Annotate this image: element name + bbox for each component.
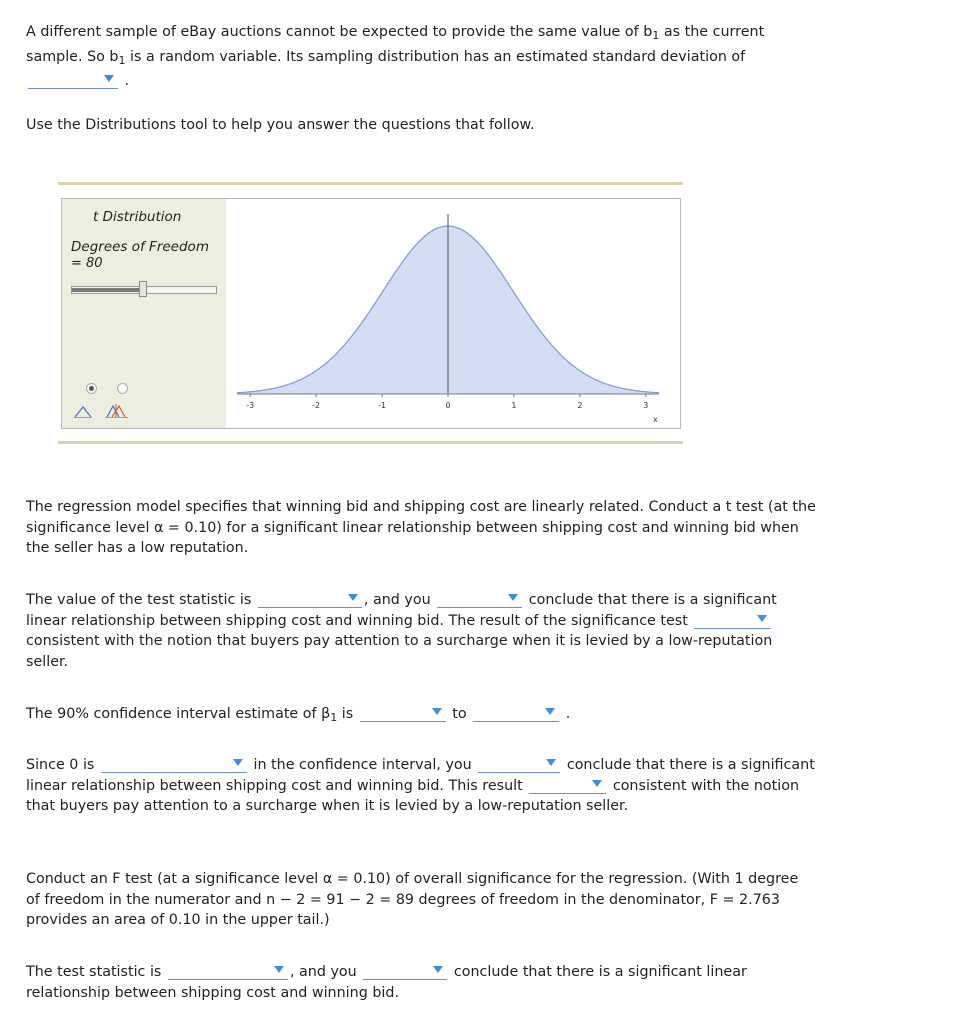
df-slider-handle[interactable] — [139, 281, 147, 297]
two-curve-radio[interactable] — [117, 383, 128, 394]
chevron-down-icon — [546, 759, 556, 766]
tool-bottom-rule — [58, 441, 683, 444]
x-tick-label: 2 — [577, 401, 583, 410]
x-axis-label: x — [653, 415, 658, 424]
df-value: = 80 — [71, 256, 103, 271]
ci-can-cannot-dropdown[interactable] — [478, 757, 560, 773]
test-statistic-dropdown[interactable] — [258, 592, 362, 608]
sampling-distribution-paragraph: A different sample of eBay auctions cannot be expected to provide the same value of $b_1$ as the current sample. So $b_1$ is a random variable. Its sampling distribution has an estimated standard deviation of . — [26, 24, 765, 90]
df-slider-fill — [72, 288, 144, 292]
ci-upper-dropdown[interactable] — [473, 706, 559, 722]
chevron-down-icon — [274, 966, 284, 973]
x-tick-label: 0 — [445, 401, 451, 410]
tool-panel — [61, 198, 681, 429]
curve-mode-icons — [73, 400, 133, 420]
f-test-instructions: Conduct an F test (at a significance level α = 0.10) of overall significance for the regression. (With 1 degree of freedom in the numerator and n − 2 = 91 − 2 = 89 degrees of freedom in the denominator, F = 2.763 provides an area of 0.10 in the upper tail.) — [26, 871, 799, 929]
chevron-down-icon — [104, 75, 114, 82]
tool-top-rule — [58, 182, 683, 185]
chevron-down-icon — [757, 615, 767, 622]
df-label: Degrees of Freedom — [71, 239, 209, 255]
single-curve-icon[interactable] — [75, 407, 91, 417]
chevron-down-icon — [348, 594, 358, 601]
distribution-title: t Distribution — [93, 209, 182, 225]
one-curve-radio[interactable] — [86, 383, 97, 394]
f-statistic-dropdown[interactable] — [168, 964, 288, 980]
f-can-cannot-dropdown[interactable] — [363, 964, 447, 980]
std-dev-dropdown[interactable] — [28, 73, 118, 89]
x-tick-label: -3 — [246, 401, 255, 410]
tool-control-panel — [62, 199, 226, 428]
chevron-down-icon — [233, 759, 243, 766]
x-tick-label: 3 — [643, 401, 649, 410]
ci-conclusion-paragraph: Since 0 is in the confidence interval, you conclude that there is a significant linear relationship between shipping cost and winning bid. This result consistent with the notion that buyers pay attention to a surcharge when it is levied by a low-reputation seller. — [26, 757, 815, 815]
chevron-down-icon — [545, 708, 555, 715]
x-tick-label: 1 — [511, 401, 517, 410]
x-axis-ticks — [246, 394, 648, 410]
significance-result-dropdown[interactable] — [694, 613, 771, 629]
f-test-paragraph: The test statistic is , and you conclude that there is a significant linear relationship between shipping cost and winning bid. — [26, 964, 747, 1001]
x-tick-label: -1 — [378, 401, 387, 410]
test-statistic-paragraph: The value of the test statistic is , and you conclude that there is a significant linear relationship between shipping cost and winning bid. The result of the significance test consistent with the notion that buyers pay attention to a surcharge when it is levied by a low-reputation seller. — [26, 592, 777, 671]
in-interval-dropdown[interactable] — [101, 757, 247, 773]
t-test-instructions: The regression model specifies that winning bid and shipping cost are linearly related. Conduct a t test (at the significance level α = 0.10) for a significant linear relationship between shipping cost and winning bid when the seller has a low reputation. — [26, 499, 816, 557]
chevron-down-icon — [432, 708, 442, 715]
ci-result-dropdown[interactable] — [529, 778, 606, 794]
distributions-tool — [58, 182, 683, 446]
chevron-down-icon — [433, 966, 443, 973]
can-cannot-dropdown[interactable] — [437, 592, 522, 608]
confidence-interval-paragraph: The 90% confidence interval estimate of $\beta_1$ is to . — [26, 706, 571, 724]
x-tick-label: -2 — [312, 401, 321, 410]
chevron-down-icon — [508, 594, 518, 601]
t-distribution-chart — [227, 199, 680, 428]
chevron-down-icon — [592, 780, 602, 787]
instructions-text: Use the Distributions tool to help you answer the questions that follow. — [26, 117, 535, 133]
ci-lower-dropdown[interactable] — [360, 706, 446, 722]
